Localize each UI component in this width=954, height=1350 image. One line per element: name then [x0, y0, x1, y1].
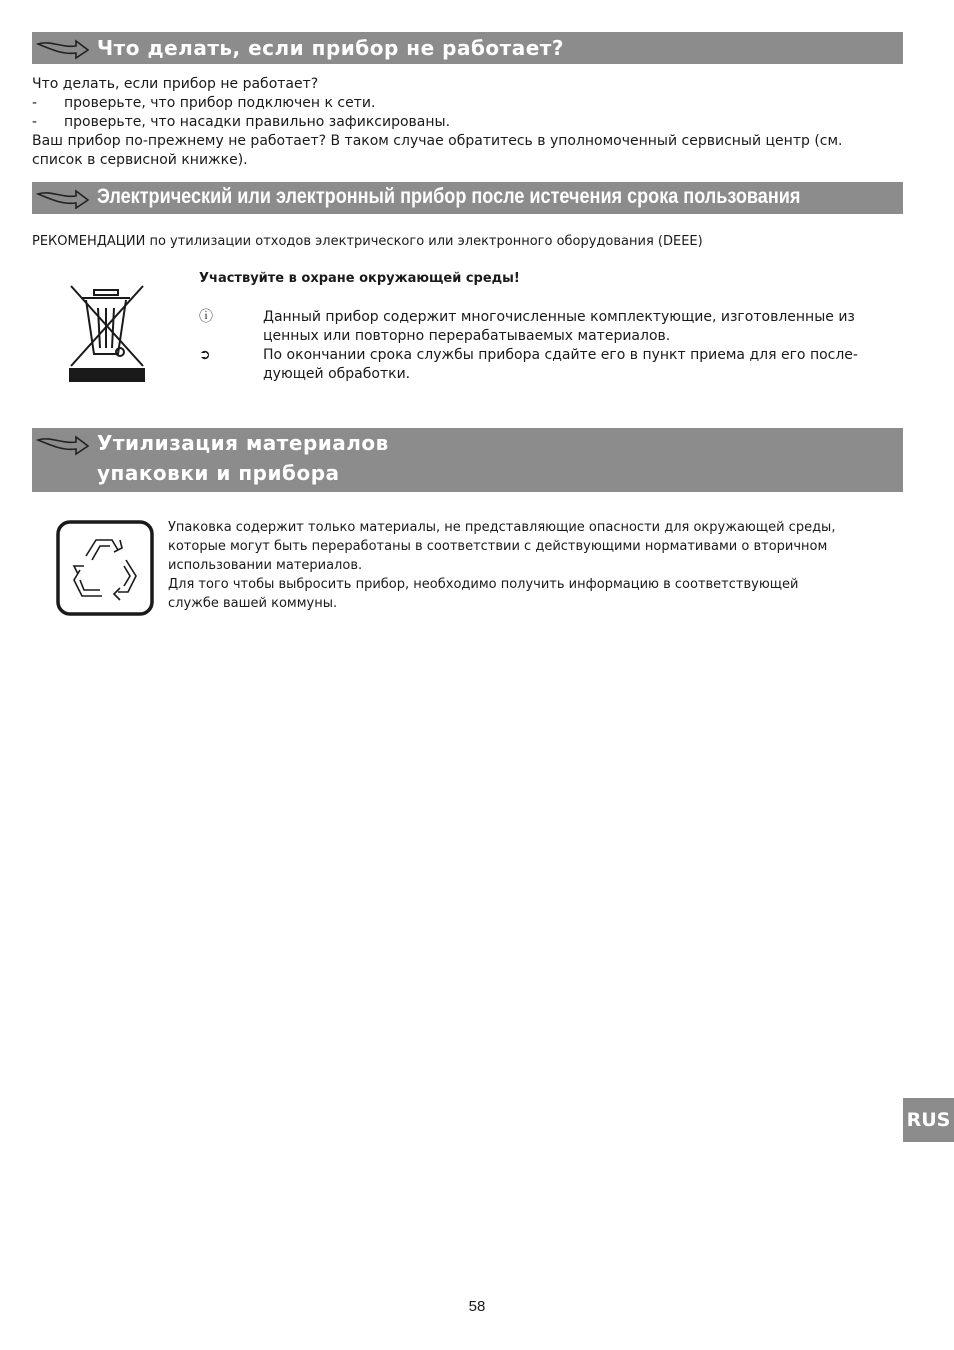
list-item-text: проверьте, что прибор подключен к сети. — [64, 95, 376, 111]
packaging-text: Для того чтобы выбросить прибор, необходимо получить информацию в соответствующей — [168, 577, 799, 592]
info-icon: ⓘ — [199, 309, 213, 325]
packaging-text: использовании материалов. — [168, 558, 363, 573]
packaging-text: которые могут быть переработаны в соответствии с действующими нормативами о вторичном — [168, 539, 828, 554]
info-item-text: Данный прибор содержит многочисленные комплектующие, изготовленные из — [263, 309, 855, 325]
section-title: Электрический или электронный прибор после истечения срока пользования — [97, 185, 801, 208]
language-tab: RUS — [903, 1098, 954, 1142]
arrow-icon — [36, 38, 90, 60]
title-line: упаковки и прибора — [97, 461, 340, 485]
list-item — [32, 113, 451, 132]
list-item — [32, 94, 376, 113]
section-title: Что делать, если прибор не работает? — [97, 36, 565, 60]
section-header-packaging — [32, 428, 903, 492]
arrow-right-icon: ➲ — [199, 347, 211, 363]
environment-heading: Участвуйте в охране окружающей среды! — [199, 271, 520, 286]
note-text: Ваш прибор по-прежнему не работает? В таком случае обратитесь в уполномоченный сервисный центр (см. — [32, 133, 843, 149]
info-item-text: дующей обработки. — [263, 366, 411, 382]
title-line: Утилизация материалов — [97, 431, 389, 455]
arrow-icon — [36, 434, 90, 456]
question-text: Что делать, если прибор не работает? — [32, 76, 319, 92]
info-item-text: По окончании срока службы прибора сдайте его в пункт приема для его после- — [263, 347, 858, 363]
recommendation-text: РЕКОМЕНДАЦИИ по утилизации отходов электрического или электронного оборудования (DEEE) — [32, 234, 703, 249]
bullet-marker: - — [32, 95, 38, 111]
packaging-text: Упаковка содержит только материалы, не представляющие опасности для окружающей среды, — [168, 520, 836, 535]
note-text: список в сервисной книжке). — [32, 152, 248, 168]
crossed-bin-icon — [68, 284, 146, 382]
list-item-text: проверьте, что насадки правильно зафиксированы. — [64, 114, 451, 130]
section-header-troubleshooting — [32, 32, 903, 64]
info-item-text: ценных или повторно перерабатываемых материалов. — [263, 328, 671, 344]
bullet-marker: - — [32, 114, 38, 130]
section-header-disposal — [32, 182, 903, 214]
page-number: 58 — [468, 1298, 486, 1315]
packaging-text: службе вашей коммуны. — [168, 596, 338, 611]
recycle-icon — [56, 520, 154, 616]
section-title — [97, 428, 389, 488]
arrow-icon — [36, 188, 90, 210]
